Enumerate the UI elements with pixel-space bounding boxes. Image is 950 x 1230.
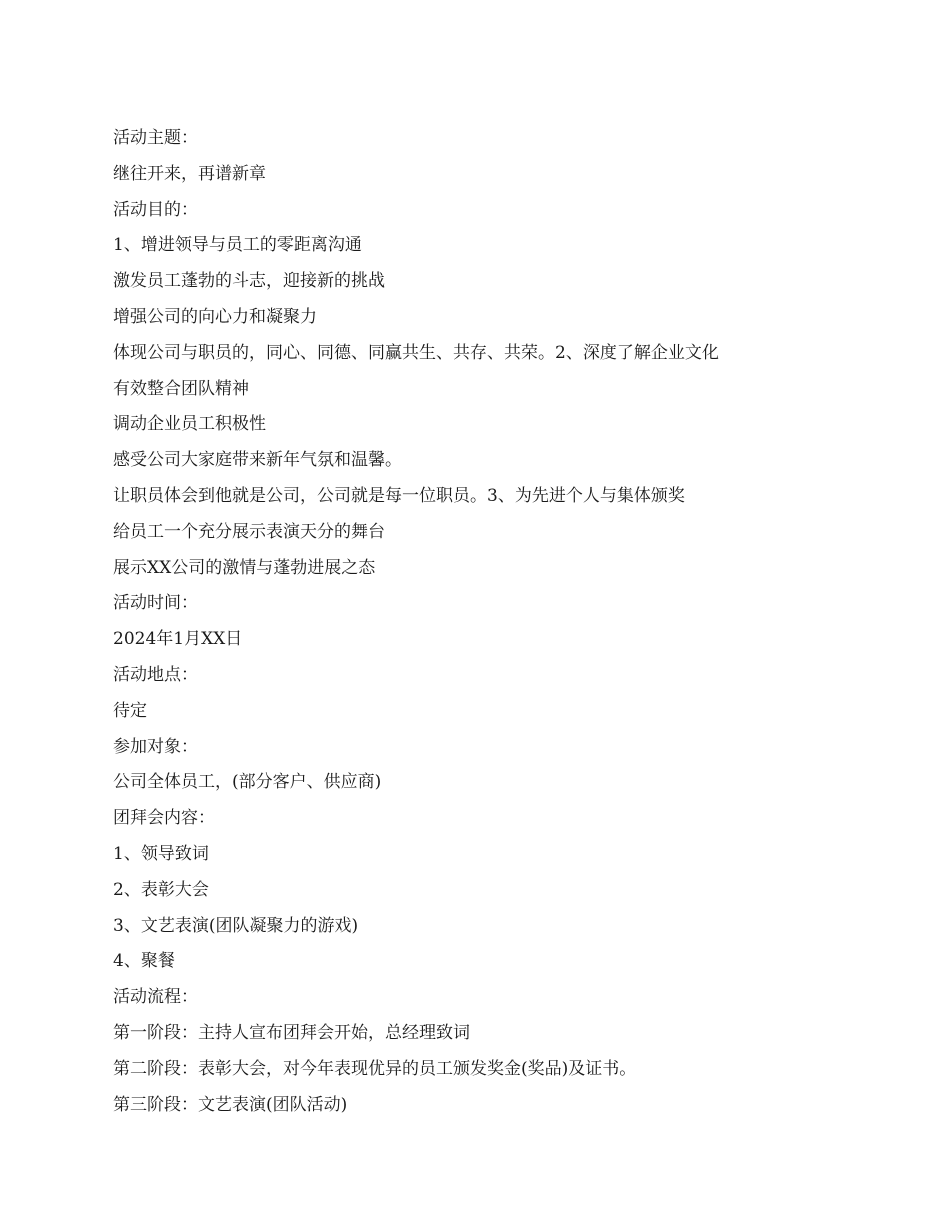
heading-process: 活动流程： — [113, 987, 198, 1008]
process-stage: 第二阶段：表彰大会，对今年表现优异的员工颁发奖金(奖品)及证书。 — [113, 1058, 637, 1079]
purpose-line: 调动企业员工积极性 — [113, 414, 266, 435]
document-body — [113, 124, 873, 1126]
purpose-line: 增强公司的向心力和凝聚力 — [113, 306, 317, 327]
content-item: 4、聚餐 — [113, 951, 175, 972]
content-item: 3、文艺表演(团队凝聚力的游戏) — [113, 915, 359, 936]
purpose-line: 有效整合团队精神 — [113, 378, 249, 399]
theme-text: 继往开来，再谱新章 — [113, 163, 266, 184]
heading-theme: 活动主题： — [113, 128, 198, 148]
process-stage: 第一阶段：主持人宣布团拜会开始，总经理致词 — [113, 1022, 470, 1043]
location-text: 待定 — [113, 700, 147, 721]
purpose-line: 让职员体会到他就是公司，公司就是每一位职员。3、为先进个人与集体颁奖 — [113, 485, 685, 506]
purpose-line: 激发员工蓬勃的斗志，迎接新的挑战 — [113, 271, 385, 292]
heading-time: 活动时间： — [113, 593, 198, 614]
purpose-line: 体现公司与职员的，同心、同德、同赢共生、共存、共荣。2、深度了解企业文化 — [113, 342, 719, 363]
process-stage: 第三阶段：文艺表演(团队活动) — [113, 1094, 348, 1115]
heading-location: 活动地点： — [113, 664, 198, 685]
purpose-line: 展示XX公司的激情与蓬勃进展之态 — [113, 557, 376, 578]
purpose-line: 感受公司大家庭带来新年气氛和温馨。 — [113, 450, 402, 471]
content-item: 2、表彰大会 — [113, 879, 209, 900]
heading-content: 团拜会内容： — [113, 808, 215, 829]
purpose-line: 1、增进领导与员工的零距离沟通 — [113, 235, 362, 256]
participants-text: 公司全体员工，(部分客户、供应商) — [113, 772, 382, 793]
content-item: 1、领导致词 — [113, 843, 209, 864]
purpose-line: 给员工一个充分展示表演天分的舞台 — [113, 521, 385, 542]
heading-purpose: 活动目的： — [113, 199, 198, 220]
heading-participants: 参加对象： — [113, 736, 198, 757]
time-text: 2024年1月XX日 — [113, 629, 243, 650]
